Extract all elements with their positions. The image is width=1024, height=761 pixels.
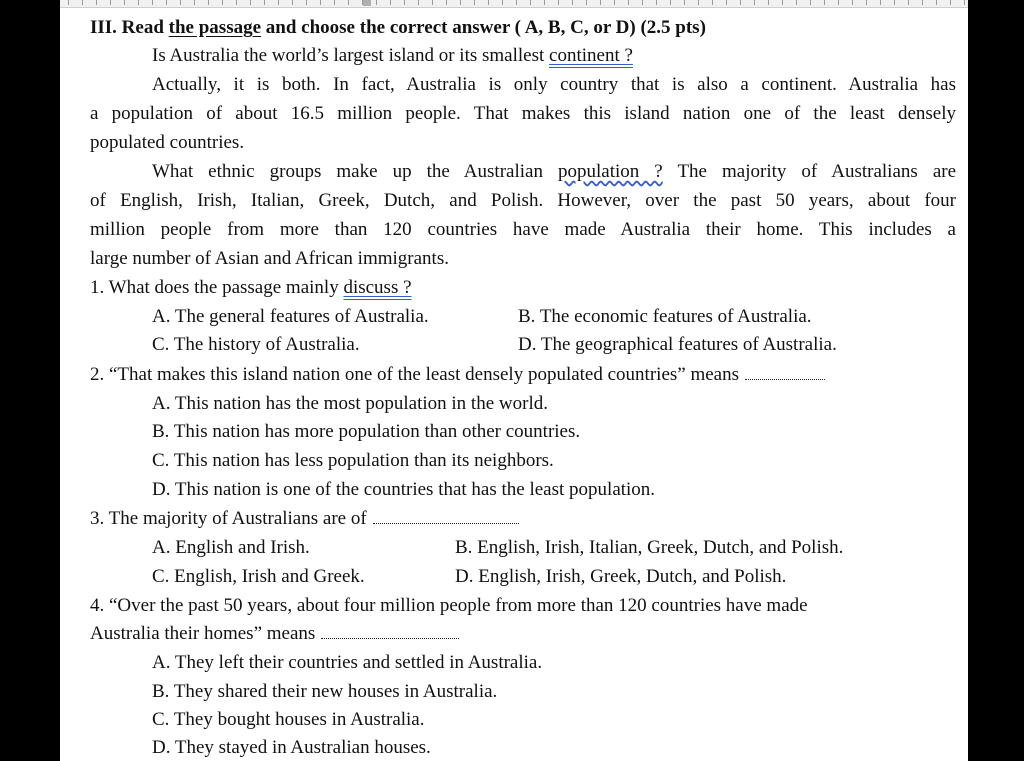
ruler-tick	[96, 0, 97, 5]
ruler-tick	[418, 0, 419, 5]
answer-blank[interactable]	[373, 505, 519, 524]
ruler-tick	[894, 0, 895, 5]
question-2-stem	[90, 361, 825, 388]
population-underlined: population ?	[558, 161, 663, 182]
q3-option-d[interactable]: D. English, Irish, Greek, Dutch, and Polish.	[455, 566, 787, 587]
q2-option-b[interactable]: B. This nation has more population than other countries.	[152, 421, 581, 442]
ruler-tick	[656, 0, 657, 5]
ruler-tick	[782, 0, 783, 5]
question-text: 1. What does the passage mainly	[90, 277, 344, 298]
ruler-tick	[586, 0, 587, 5]
q4-option-a[interactable]: A. They left their countries and settled in Australia.	[152, 652, 543, 673]
ruler-tick	[236, 0, 237, 5]
ruler-tick	[740, 0, 741, 5]
ruler-tick	[502, 0, 503, 5]
ruler-tick	[348, 0, 349, 5]
ruler-tick	[670, 0, 671, 5]
ruler-tick	[838, 0, 839, 5]
ruler-tick	[446, 0, 447, 5]
question-text: Australia their homes” means	[90, 623, 316, 644]
ruler-tick	[432, 0, 433, 5]
ruler-tick	[936, 0, 937, 5]
ruler-tick	[474, 0, 475, 5]
ruler-tick	[138, 0, 139, 5]
ruler-tick	[544, 0, 545, 5]
ruler-tick	[110, 0, 111, 5]
ruler-tick	[292, 0, 293, 5]
ruler-tick	[964, 0, 965, 5]
ruler-tick	[600, 0, 601, 5]
ruler-tick	[124, 0, 125, 5]
q2-option-a[interactable]: A. This nation has the most population in the world.	[152, 393, 548, 414]
ruler-tick	[810, 0, 811, 5]
ruler-tick	[152, 0, 153, 5]
passage-line: a population of about 16.5 million people. That makes this island nation one of the least densely	[90, 103, 956, 124]
q1-option-c[interactable]: C. The history of Australia.	[152, 334, 360, 355]
title-text: III. Read	[90, 17, 169, 38]
ruler-tick	[166, 0, 167, 5]
ruler-tick	[222, 0, 223, 5]
passage-text: What ethnic groups make up the Australian	[152, 161, 558, 182]
ruler-tick	[698, 0, 699, 5]
ruler-tick	[488, 0, 489, 5]
ruler-tick	[684, 0, 685, 5]
ruler-tick	[194, 0, 195, 5]
ruler-tick	[880, 0, 881, 5]
ruler-tick	[516, 0, 517, 5]
ruler-tick	[264, 0, 265, 5]
passage-line	[152, 158, 956, 185]
continent-underlined: continent ?	[549, 45, 633, 66]
q4-option-d[interactable]: D. They stayed in Australian houses.	[152, 737, 431, 758]
section-title	[90, 14, 706, 41]
passage-question-line	[152, 42, 633, 69]
ruler-tick	[922, 0, 923, 5]
title-text-end: and choose the correct answer ( A, B, C, or D) (2.5 pts)	[261, 17, 706, 38]
q2-option-d[interactable]: D. This nation is one of the countries that has the least population.	[152, 479, 656, 500]
q3-option-b[interactable]: B. English, Irish, Italian, Greek, Dutch, and Polish.	[455, 537, 844, 558]
passage-text: Is Australia the world’s largest island or its smallest	[152, 45, 550, 66]
ruler-tick	[754, 0, 755, 5]
ruler-tick	[950, 0, 951, 5]
ruler-tick	[404, 0, 405, 5]
q1-option-a[interactable]: A. The general features of Australia.	[152, 306, 429, 327]
ruler-tick	[82, 0, 83, 5]
title-underlined: the passage	[168, 17, 262, 38]
ruler-tick	[642, 0, 643, 5]
ruler	[60, 0, 968, 8]
q3-option-c[interactable]: C. English, Irish and Greek.	[152, 566, 365, 587]
ruler-tick	[278, 0, 279, 5]
q1-option-d[interactable]: D. The geographical features of Australia.	[518, 334, 837, 355]
passage-text: The majority of Australians are	[662, 161, 957, 182]
ruler-tick	[712, 0, 713, 5]
ruler-tick	[460, 0, 461, 5]
ruler-tick	[180, 0, 181, 5]
q4-option-c[interactable]: C. They bought houses in Australia.	[152, 709, 425, 730]
ruler-tick	[866, 0, 867, 5]
ruler-tick	[208, 0, 209, 5]
q1-option-b[interactable]: B. The economic features of Australia.	[518, 306, 812, 327]
passage-line: Actually, it is both. In fact, Australia is only country that is also a continent. Australia has	[152, 74, 956, 95]
q2-option-c[interactable]: C. This nation has less population than its neighbors.	[152, 450, 554, 471]
answer-blank[interactable]	[321, 620, 459, 639]
ruler-tick	[852, 0, 853, 5]
ruler-tick	[726, 0, 727, 5]
ruler-tick	[390, 0, 391, 5]
question-text: 3. The majority of Australians are of	[90, 508, 367, 529]
ruler-tick	[530, 0, 531, 5]
question-1-stem	[90, 274, 412, 301]
ruler-tick	[334, 0, 335, 5]
answer-blank[interactable]	[745, 361, 825, 380]
q4-option-b[interactable]: B. They shared their new houses in Australia.	[152, 681, 498, 702]
ruler-tick	[376, 0, 377, 5]
question-3-stem	[90, 505, 519, 532]
ruler-tick	[628, 0, 629, 5]
passage-line: million people from more than 120 countries have made Australia their home. This includes a	[90, 219, 956, 240]
ruler-tick	[68, 0, 69, 5]
ruler-tick	[614, 0, 615, 5]
ruler-tick	[768, 0, 769, 5]
passage-line: large number of Asian and African immigrants.	[90, 248, 449, 269]
ruler-tick	[362, 0, 363, 5]
ruler-tick	[320, 0, 321, 5]
ruler-tick	[796, 0, 797, 5]
document-page	[60, 0, 968, 761]
ruler-tick	[824, 0, 825, 5]
ruler-tick	[572, 0, 573, 5]
q3-option-a[interactable]: A. English and Irish.	[152, 537, 310, 558]
ruler-marker[interactable]	[363, 0, 371, 6]
question-text: 2. “That makes this island nation one of the least densely populated countries” means	[90, 364, 739, 385]
ruler-tick	[908, 0, 909, 5]
ruler-tick	[306, 0, 307, 5]
passage-line: populated countries.	[90, 132, 245, 153]
question-4-stem: 4. “Over the past 50 years, about four million people from more than 120 countries have made	[90, 595, 808, 616]
ruler-tick	[558, 0, 559, 5]
passage-line: of English, Irish, Italian, Greek, Dutch, and Polish. However, over the past 50 years, about four	[90, 190, 956, 211]
question-4-stem-cont	[90, 620, 459, 647]
ruler-tick	[250, 0, 251, 5]
discuss-underlined: discuss ?	[343, 277, 412, 298]
